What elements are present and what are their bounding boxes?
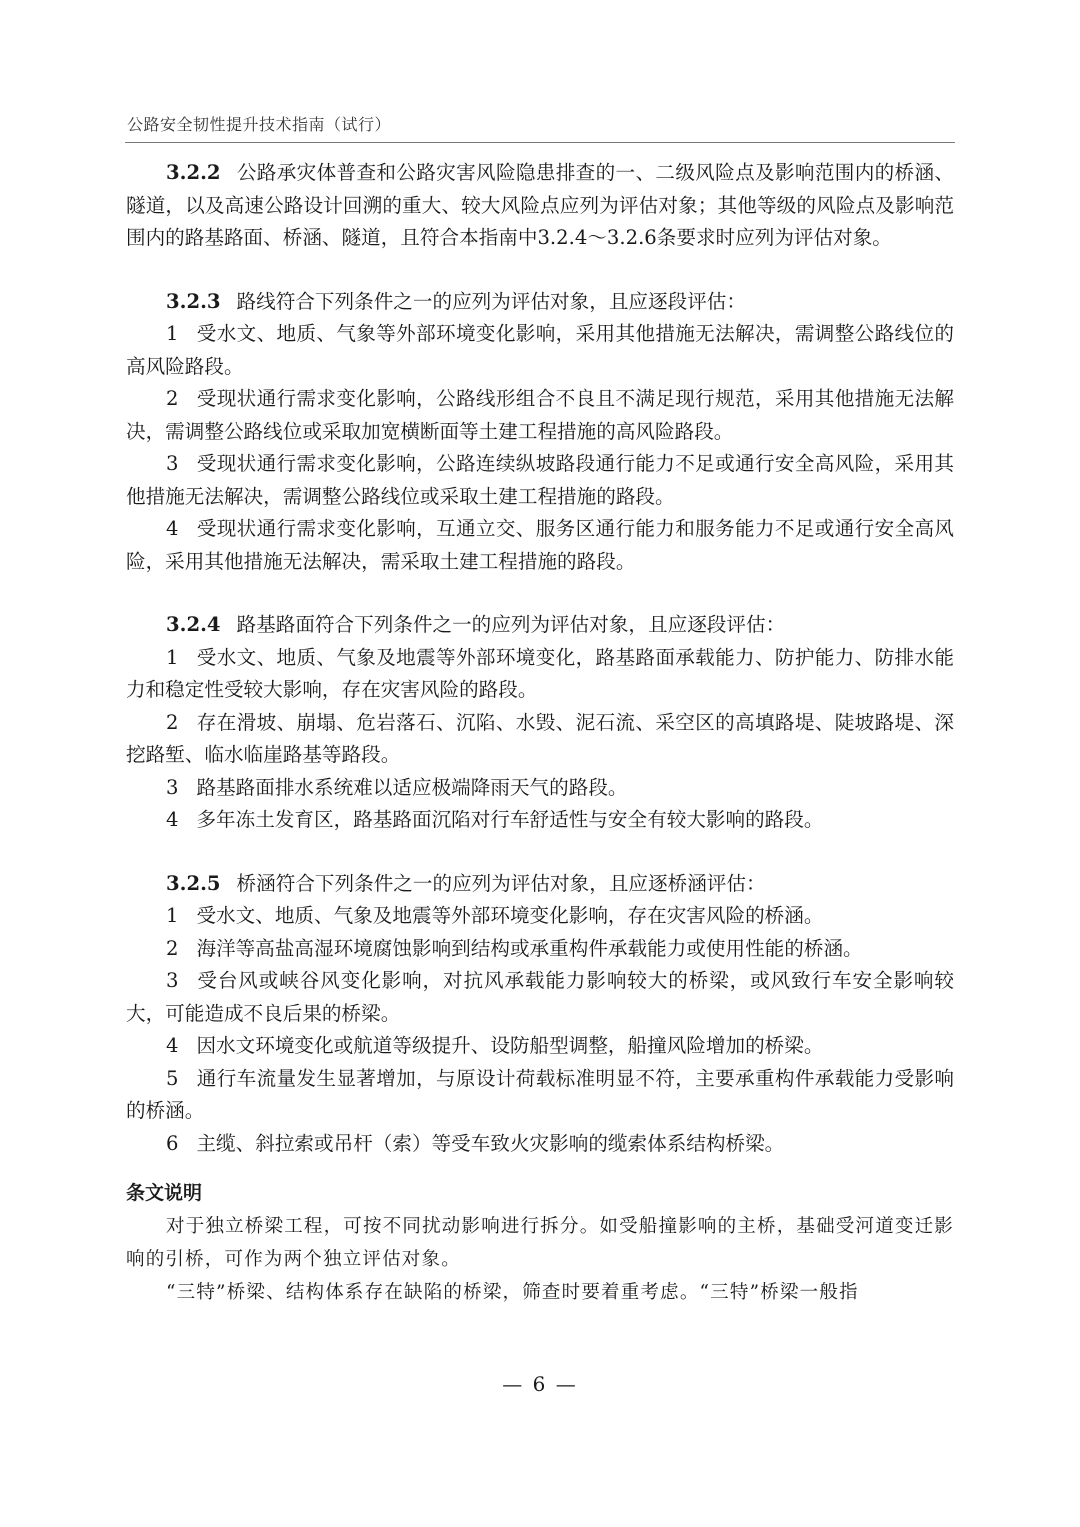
clause-number: 3.2.2 bbox=[166, 161, 221, 184]
clause-3-2-5 bbox=[126, 868, 954, 901]
clause-number: 3.2.5 bbox=[166, 871, 221, 895]
list-item bbox=[126, 965, 954, 1030]
clause-text: 桥涵符合下列条件之一的应列为评估对象，且应逐桥涵评估： bbox=[236, 871, 766, 895]
item-text: 海洋等高盐高湿环境腐蚀影响到结构或承重构件承载能力或使用性能的桥涵。 bbox=[196, 936, 863, 960]
clause-3-2-2 bbox=[126, 157, 954, 255]
list-item bbox=[126, 448, 954, 513]
item-text: 受台风或峡谷风变化影响，对抗风承载能力影响较大的桥梁，或风致行车安全影响较大，可能造成不良后果的桥梁。 bbox=[126, 969, 954, 1025]
item-number: 1 bbox=[166, 904, 179, 927]
item-number: 3 bbox=[166, 452, 179, 475]
list-item bbox=[126, 513, 954, 578]
item-text: 受水文、地质、气象等外部环境变化影响，采用其他措施无法解决，需调整公路线位的高风险路段。 bbox=[126, 322, 954, 378]
list-item bbox=[126, 383, 954, 448]
clause-3-2-4 bbox=[126, 609, 954, 642]
item-text: 受水文、地质、气象及地震等外部环境变化影响，存在灾害风险的桥涵。 bbox=[196, 904, 824, 927]
item-text: 路基路面排水系统难以适应极端降雨天气的路段。 bbox=[196, 775, 628, 799]
item-text: 存在滑坡、崩塌、危岩落石、沉陷、水毁、泥石流、采空区的高填路堤、陡坡路堤、深挖路堑、临水临崖路基等路段。 bbox=[126, 710, 954, 766]
header-divider bbox=[125, 142, 955, 143]
explanation-heading: 条文说明 bbox=[126, 1182, 203, 1204]
item-number: 2 bbox=[166, 387, 179, 410]
explanation-section bbox=[126, 1176, 954, 1309]
list-item bbox=[126, 1030, 954, 1063]
list-item bbox=[126, 1063, 954, 1128]
list-item bbox=[126, 707, 954, 772]
list-item bbox=[126, 933, 954, 966]
item-number: 2 bbox=[166, 936, 179, 960]
list-item bbox=[126, 804, 954, 837]
item-text: 受现状通行需求变化影响，公路连续纵坡路段通行能力不足或通行安全高风险，采用其他措施无法解决，需调整公路线位或采取土建工程措施的路段。 bbox=[126, 452, 954, 508]
item-number: 4 bbox=[166, 517, 179, 540]
item-number: 6 bbox=[166, 1131, 179, 1155]
item-number: 1 bbox=[166, 645, 179, 669]
clause-text: 公路承灾体普查和公路灾害风险隐患排查的一、二级风险点及影响范围内的桥涵、隧道，以及高速公路设计回溯的重大、较大风险点应列为评估对象；其他等级的风险点及影响范围内的路基路面、桥涵、隧道，且符合本指南中3.2.4～3.2.6条要求时应列为评估对象。 bbox=[126, 161, 954, 249]
list-item bbox=[126, 900, 954, 933]
item-text: 主缆、斜拉索或吊杆（索）等受车致火灾影响的缆索体系结构桥梁。 bbox=[196, 1131, 785, 1155]
item-number: 4 bbox=[166, 1034, 179, 1057]
item-number: 1 bbox=[166, 322, 179, 345]
explanation-paragraph: “三特”桥梁、结构体系存在缺陷的桥梁，筛查时要着重考虑。“三特”桥梁一般指 bbox=[166, 1282, 859, 1303]
clause-text: 路线符合下列条件之一的应列为评估对象，且应逐段评估： bbox=[236, 289, 746, 313]
item-text: 受水文、地质、气象及地震等外部环境变化，路基路面承载能力、防护能力、防排水能力和稳定性受较大影响，存在灾害风险的路段。 bbox=[126, 645, 954, 701]
clause-number: 3.2.4 bbox=[166, 613, 221, 636]
item-text: 受现状通行需求变化影响，公路线形组合不良且不满足现行规范，采用其他措施无法解决，需调整公路线位或采取加宽横断面等土建工程措施的高风险路段。 bbox=[126, 387, 954, 443]
clause-number: 3.2.3 bbox=[166, 289, 221, 313]
explanation-paragraph: 对于独立桥梁工程，可按不同扰动影响进行拆分。如受船撞影响的主桥，基础受河道变迁影响的引桥，可作为两个独立评估对象。 bbox=[126, 1216, 955, 1270]
list-item bbox=[126, 772, 954, 805]
item-number: 3 bbox=[166, 775, 179, 799]
item-number: 5 bbox=[166, 1066, 179, 1090]
item-number: 4 bbox=[166, 808, 179, 831]
item-text: 受现状通行需求变化影响，互通立交、服务区通行能力和服务能力不足或通行安全高风险，采用其他措施无法解决，需采取土建工程措施的路段。 bbox=[126, 517, 954, 573]
item-text: 多年冻土发育区，路基路面沉陷对行车舒适性与安全有较大影响的路段。 bbox=[196, 808, 824, 831]
list-item bbox=[126, 318, 954, 383]
clause-3-2-3 bbox=[126, 286, 954, 319]
clause-text: 路基路面符合下列条件之一的应列为评估对象，且应逐段评估： bbox=[236, 613, 786, 636]
item-text: 因水文环境变化或航道等级提升、设防船型调整，船撞风险增加的桥梁。 bbox=[196, 1034, 824, 1057]
list-item bbox=[126, 642, 954, 707]
page-number: — 6 — bbox=[502, 1372, 578, 1396]
page-content bbox=[126, 157, 954, 1309]
page-header-title: 公路安全韧性提升技术指南（试行） bbox=[127, 115, 392, 134]
item-number: 3 bbox=[166, 969, 179, 992]
item-text: 通行车流量发生显著增加，与原设计荷载标准明显不符，主要承重构件承载能力受影响的桥涵。 bbox=[126, 1066, 954, 1122]
list-item bbox=[126, 1128, 954, 1161]
item-number: 2 bbox=[166, 710, 179, 734]
